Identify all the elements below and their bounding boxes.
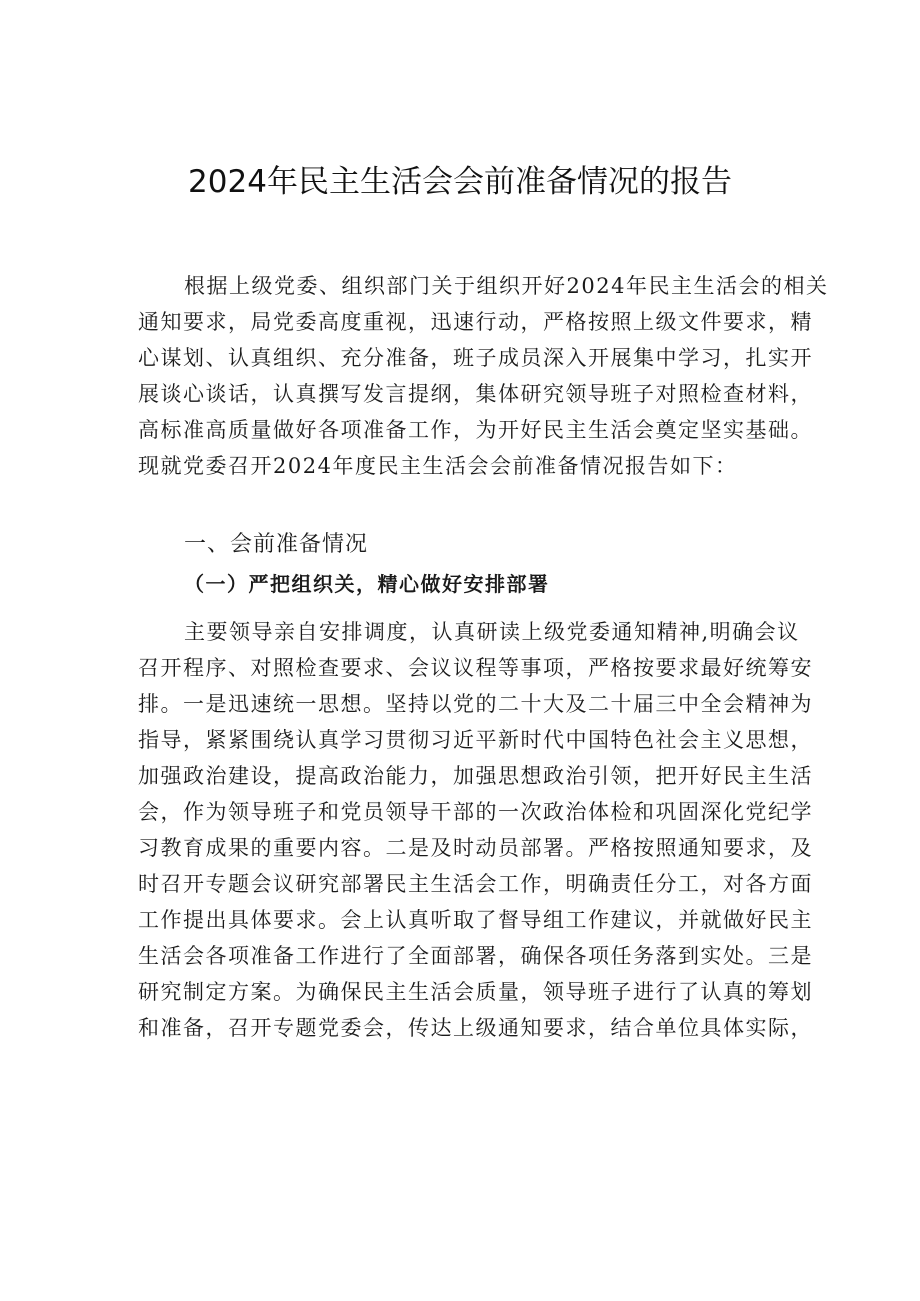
paragraph-line: 高标准高质量做好各项准备工作，为开好民主生活会奠定坚实基础。 xyxy=(138,418,813,442)
paragraph-line: 时召开专题会议研究部署民主生活会工作，明确责任分工，对各方面 xyxy=(138,872,813,896)
section-heading-1: 一、会前准备情况 xyxy=(184,532,369,557)
paragraph-line: 根据上级党委、组织部门关于组织开好2024年民主生活会的相关 xyxy=(184,274,829,298)
section-heading-2: （一）严把组织关，精心做好安排部署 xyxy=(184,572,550,596)
paragraph-line: 研究制定方案。为确保民主生活会质量，领导班子进行了认真的筹划 xyxy=(138,980,813,1004)
paragraph-line: 加强政治建设，提高政治能力，加强思想政治引领，把开好民主生活 xyxy=(138,764,813,788)
paragraph-line: 生活会各项准备工作进行了全面部署，确保各项任务落到实处。三是 xyxy=(138,944,813,968)
section-paragraph xyxy=(138,614,813,1046)
paragraph-line: 通知要求，局党委高度重视，迅速行动，严格按照上级文件要求，精 xyxy=(138,310,813,334)
paragraph-line: 心谋划、认真组织、充分准备，班子成员深入开展集中学习，扎实开 xyxy=(138,346,813,370)
paragraph-line: 现就党委召开2024年度民主生活会会前准备情况报告如下： xyxy=(138,454,738,478)
paragraph-line: 召开程序、对照检查要求、会议议程等事项，严格按要求最好统筹安 xyxy=(138,656,813,680)
paragraph-line: 和准备，召开专题党委会，传达上级通知要求，结合单位具体实际， xyxy=(138,1016,813,1040)
intro-paragraph xyxy=(138,268,829,484)
paragraph-line: 工作提出具体要求。会上认真听取了督导组工作建议，并就做好民主 xyxy=(138,908,813,932)
paragraph-line: 习教育成果的重要内容。二是及时动员部署。严格按照通知要求，及 xyxy=(138,836,813,860)
paragraph-line: 主要领导亲自安排调度，认真研读上级党委通知精神,明确会议 xyxy=(184,620,800,644)
paragraph-line: 指导，紧紧围绕认真学习贯彻习近平新时代中国特色社会主义思想， xyxy=(138,728,813,752)
paragraph-line: 展谈心谈话，认真撰写发言提纲，集体研究领导班子对照检查材料， xyxy=(138,382,813,406)
paragraph-line: 会，作为领导班子和党员领导干部的一次政治体检和巩固深化党纪学 xyxy=(138,800,813,824)
document-title: 2024年民主生活会会前准备情况的报告 xyxy=(188,164,732,200)
paragraph-line: 排。一是迅速统一思想。坚持以党的二十大及二十届三中全会精神为 xyxy=(138,692,813,716)
